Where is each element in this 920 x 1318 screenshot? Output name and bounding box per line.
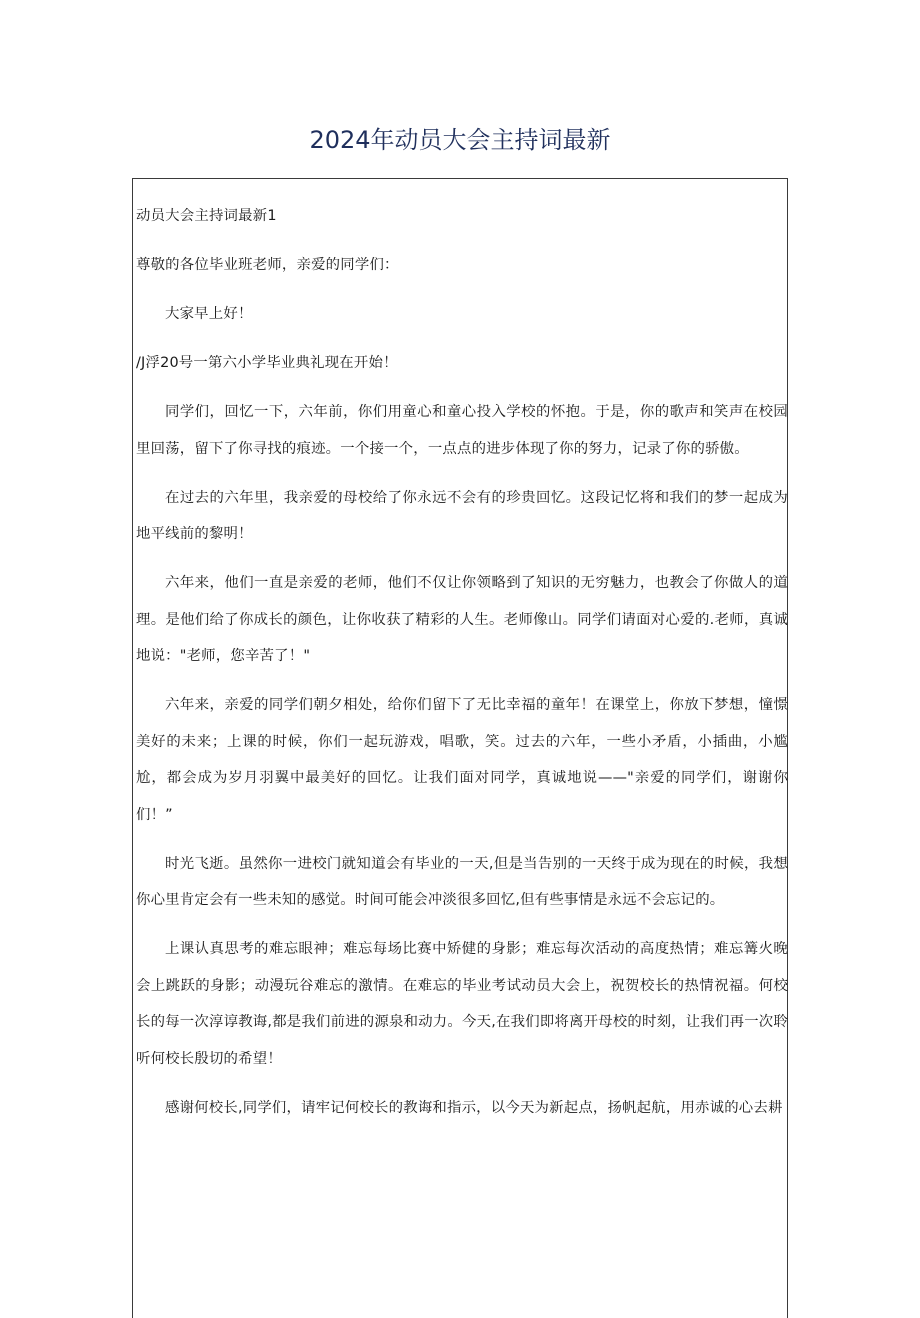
document-body [136, 198, 788, 1139]
paragraph-opening: /J浮20号一第六小学毕业典礼现在开始！ [136, 355, 398, 371]
paragraph: 上课认真思考的难忘眼神；难忘每场比赛中矫健的身影；难忘每次活动的高度热情；难忘篝火晚会上跳跃的身影；动漫玩谷难忘的激情。在难忘的毕业考试动员大会上，祝贺校长的热情祝福。何校长的每一次淳谆教诲,都是我们前进的源泉和动力。今天,在我们即将离开母校的时刻，让我们再一次聆听何校长殷切的希望！ [136, 941, 788, 1067]
paragraph: 六年来，亲爱的同学们朝夕相处，给你们留下了无比幸福的童年！在课堂上，你放下梦想，憧憬美好的未来；上课的时候，你们一起玩游戏，唱歌，笑。过去的六年，一些小矛盾，小插曲，小尴尬，都会成为岁月羽翼中最美好的回忆。让我们面对同学，真诚地说——"亲爱的同学们，谢谢你们！” [136, 697, 788, 823]
paragraph: 六年来，他们一直是亲爱的老师，他们不仅让你领略到了知识的无穷魅力，也教会了你做人的道理。是他们给了你成长的颜色，让你收获了精彩的人生。老师像山。同学们请面对心爱的.老师，真诚地说："老师，您辛苦了！" [136, 575, 788, 664]
paragraph-salutation: 尊敬的各位毕业班老师，亲爱的同学们： [136, 257, 399, 273]
paragraph: 在过去的六年里，我亲爱的母校给了你永远不会有的珍贵回忆。这段记忆将和我们的梦一起成为地平线前的黎明！ [136, 489, 788, 542]
paragraph: 感谢何校长,同学们，请牢记何校长的教诲和指示，以今天为新起点，扬帆起航，用赤诚的心去耕 [165, 1099, 783, 1116]
document-title: 2024年动员大会主持词最新 [309, 126, 611, 154]
paragraph: 时光飞逝。虽然你一进校门就知道会有毕业的一天,但是当告别的一天终于成为现在的时候，我想你心里肯定会有一些未知的感觉。时间可能会冲淡很多回忆,但有些事情是永远不会忘记的。 [136, 855, 788, 908]
paragraph-greeting: 大家早上好！ [165, 306, 253, 322]
paragraph: 同学们，回忆一下，六年前，你们用童心和童心投入学校的怀抱。于是，你的歌声和笑声在校园里回荡，留下了你寻找的痕迹。一个接一个，一点点的进步体现了你的努力，记录了你的骄傲。 [136, 404, 788, 457]
paragraph-heading: 动员大会主持词最新1 [136, 208, 277, 224]
